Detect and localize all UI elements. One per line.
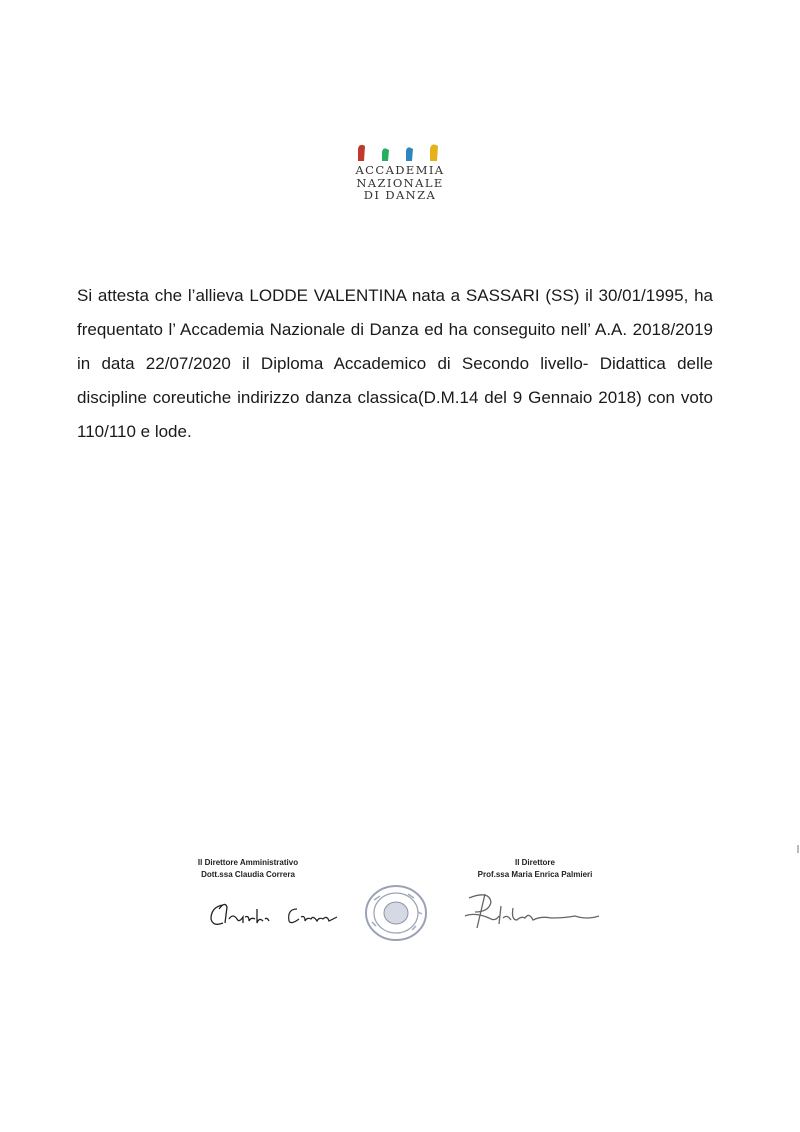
logo-line-2: NAZIONALE <box>356 175 444 190</box>
accademia-logo-icon <box>356 143 446 163</box>
scan-edge-mark <box>797 845 799 853</box>
administrative-director-name: Dott.ssa Claudia Correra <box>201 870 295 879</box>
logo-line-3: DI DANZA <box>363 188 437 202</box>
academy-logo <box>330 140 470 210</box>
certificate-text: Si attesta che l’allieva LODDE VALENTINA nata a SASSARI (SS) il 30/01/1995, ha frequentato l’ Accademia Nazionale di Danza ed ha conseguito nell’ A.A. 2018/2019 in data 22/07/2020 il Diploma Accademico di Secondo livello- Didattica delle discipline coreutiche indirizzo danza classica(D.M.14 del 9 Gennaio 2018) con voto 110/110 e lode. <box>77 286 713 441</box>
administrative-director-signature <box>205 895 345 935</box>
director-role: Il Direttore <box>514 858 555 867</box>
director-block <box>470 857 600 881</box>
director-name: Prof.ssa Maria Enrica Palmieri <box>477 870 593 879</box>
administrative-director-role: Il Direttore Amministrativo <box>197 858 299 867</box>
administrative-director-block <box>178 857 318 881</box>
logo-wordmark <box>330 164 470 202</box>
logo-line-1: ACCADEMIA <box>355 163 445 177</box>
director-signature <box>455 888 605 938</box>
official-seal-icon <box>360 882 432 944</box>
